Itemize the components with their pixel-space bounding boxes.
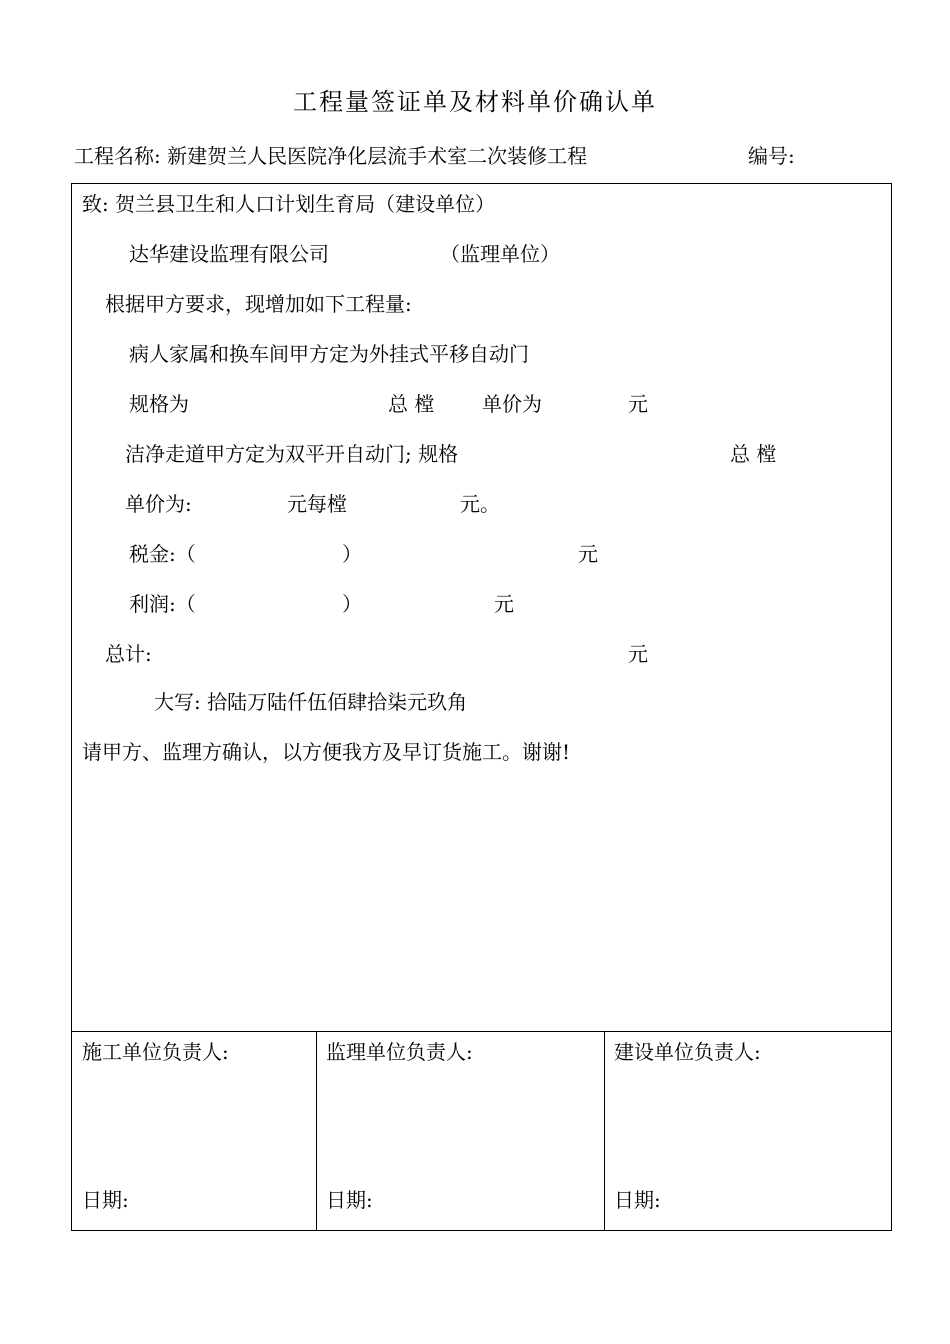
addressee-line: 致: 贺兰县卫生和人口计划生育局（建设单位） [82,192,496,216]
owner-date-label: 日期: [614,1188,661,1212]
item2-description: 洁净走道甲方定为双平开自动门; 规格 [125,442,459,466]
profit-unit: 元 [494,592,514,616]
item1-total-label: 总 樘 [388,392,435,416]
total-label: 总计: [105,642,152,666]
document-title: 工程量签证单及材料单价确认单 [293,88,657,116]
item2-per-unit: 元每樘 [287,492,347,516]
signature-column-divider [604,1031,605,1230]
contractor-signatory-label: 施工单位负责人: [82,1040,229,1064]
supervisor-role: （监理单位） [440,242,560,266]
tax-close: ） [342,542,362,566]
tax-unit: 元 [578,542,598,566]
supervisor-signatory-label: 监理单位负责人: [326,1040,473,1064]
profit-close: ） [342,592,362,616]
item2-total-label: 总 樘 [730,442,777,466]
item2-price-label: 单价为: [125,492,192,516]
intro-text: 根据甲方要求，现增加如下工程量: [105,292,412,316]
item1-unit: 元 [628,392,648,416]
owner-signatory-label: 建设单位负责人: [614,1040,761,1064]
item2-unit-end: 元。 [460,492,500,516]
project-label: 工程名称: [74,144,161,168]
item1-spec-label: 规格为 [129,392,189,416]
total-unit: 元 [628,642,648,666]
supervisor-date-label: 日期: [326,1188,373,1212]
project-name: 新建贺兰人民医院净化层流手术室二次装修工程 [167,144,588,168]
signature-column-divider [316,1031,317,1230]
item1-description: 病人家属和换车间甲方定为外挂式平移自动门 [129,342,529,366]
profit-label: 利润:（ [129,592,196,616]
tax-label: 税金:（ [129,542,196,566]
closing-request: 请甲方、监理方确认，以方便我方及早订货施工。谢谢! [82,740,571,764]
signature-divider [72,1031,891,1032]
amount-in-words: 大写: 拾陆万陆仟伍佰肆拾柒元玖角 [154,690,468,714]
supervisor-name: 达华建设监理有限公司 [129,242,329,266]
item1-unit-price-label: 单价为 [482,392,542,416]
contractor-date-label: 日期: [82,1188,129,1212]
form-table [71,183,892,1231]
serial-number-label: 编号: [748,144,795,168]
project-name-line [74,140,587,169]
